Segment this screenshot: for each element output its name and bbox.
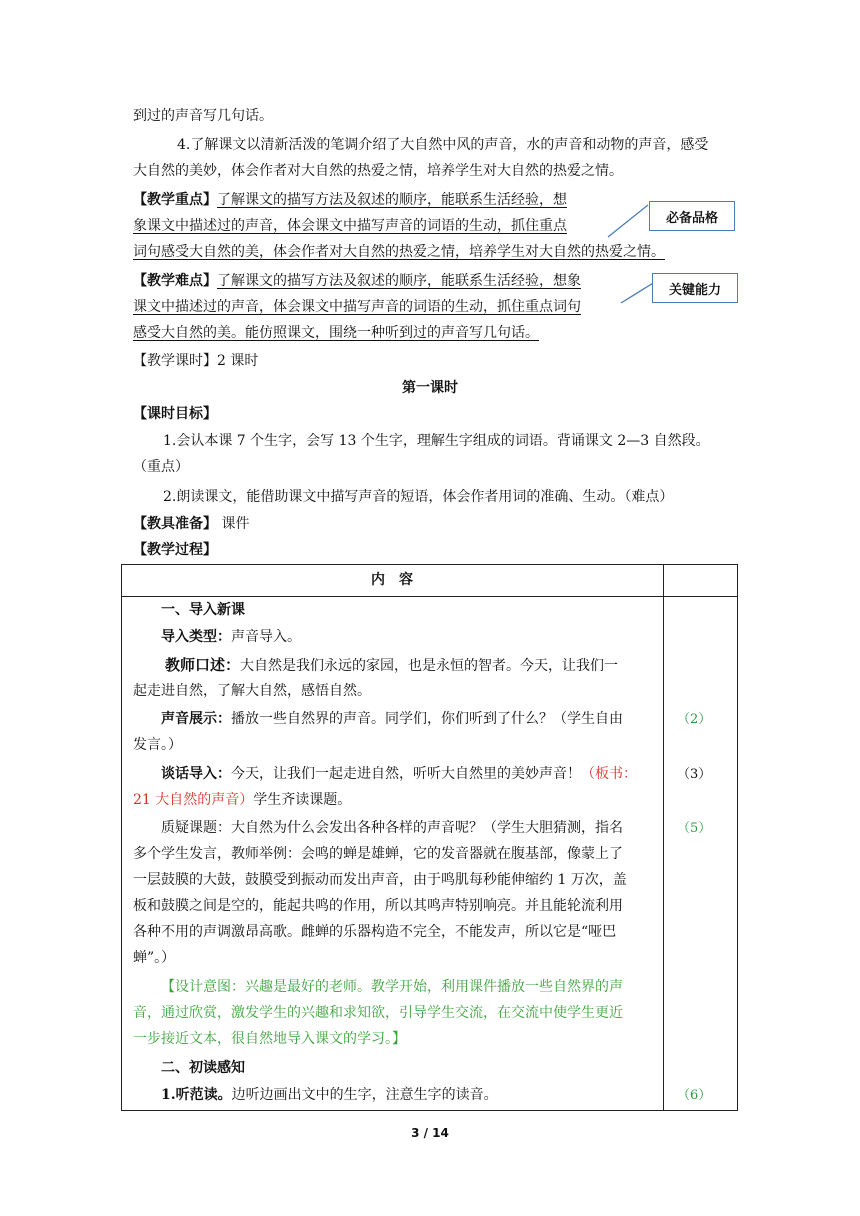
design-intent-line1: 【设计意图：兴趣是最好的老师。教学开始，利用课件播放一些自然界的声 [161, 979, 623, 995]
table-header: 内 容 [371, 572, 413, 588]
ability-callout: 关键能力 [652, 273, 738, 303]
talk-intro-cont [133, 790, 351, 810]
intro-type-label: 导入类型： [161, 629, 231, 645]
talk-intro-label: 谈话导入： [161, 766, 231, 782]
talk-intro-cont-text: 学生齐读课题。 [253, 792, 352, 808]
listen-reading [161, 1085, 498, 1105]
difficulty-line2: 课文中描述过的声音，体会课文中描写声音的词语的生动，抓住重点词句 [133, 299, 581, 315]
objective-item-4-cont: 大自然的美妙，体会作者对大自然的热爱之情，培养学生对大自然的热爱之情。 [133, 163, 623, 179]
table-column-divider [663, 564, 664, 1111]
class-hours: 【教学课时】2 课时 [133, 353, 259, 369]
difficulty-text: 了解课文的描写方法及叙述的顺序，能联系生活经验，想象 [217, 273, 581, 289]
teacher-narration [165, 655, 618, 676]
objective-2: 2.朗读课文，能借助课文中描写声音的短语，体会作者用词的准确、生动。（难点） [163, 489, 674, 505]
intro-type [161, 627, 301, 647]
equipment-label: 【教具准备】 [133, 516, 217, 532]
question-line3: 一层鼓膜的大鼓，鼓膜受到振动而发出声音，由于鸣肌每秒能伸缩约 1 万次，盖 [133, 872, 627, 888]
note-2: （2） [677, 712, 712, 727]
key-point-line2: 象课文中描述过的声音，体会课文中描写声音的词语的生动，抓住重点 [133, 218, 567, 234]
equipment-line [133, 514, 249, 534]
teacher-narration-label: 教师口述： [165, 656, 241, 674]
lesson-title: 第一课时 [402, 380, 458, 396]
difficulty-line3: 感受大自然的美。能仿照课文，围绕一种听到过的声音写几句话。 [133, 325, 539, 341]
question-line6: 蝉”。） [133, 950, 176, 966]
intro-type-value: 声音导入。 [231, 629, 301, 645]
equipment-value: 课件 [217, 516, 250, 532]
objective-1-cont: （重点） [133, 459, 189, 475]
sound-demo-label: 声音展示： [161, 711, 231, 727]
section-1-title: 一、导入新课 [161, 602, 245, 618]
process-label: 【教学过程】 [133, 542, 217, 558]
objective-item-4: 4.了解课文以清新活泼的笔调介绍了大自然中风的声音，水的声音和动物的声音，感受 [177, 137, 709, 153]
key-point-label: 【教学重点】 [133, 192, 217, 208]
sound-demo-cont: 发言。） [133, 737, 182, 753]
talk-intro [161, 764, 637, 784]
page-number: 3 / 14 [411, 1126, 449, 1140]
design-intent-line3: 一步接近文本，很自然地导入课文的学习。】 [133, 1031, 406, 1047]
sound-demo-text: 播放一些自然界的声音。同学们，你们听到了什么？（学生自由 [231, 711, 623, 727]
note-3: （3） [677, 767, 712, 782]
section-2-title: 二、初读感知 [161, 1060, 245, 1076]
note-6: （6） [677, 1088, 712, 1103]
listen-reading-text: 边听边画出文中的生字，注意生字的读音。 [231, 1087, 498, 1103]
design-intent-line2: 音，通过欣赏，激发学生的兴趣和求知欲，引导学生交流，在交流中使学生更近 [133, 1005, 623, 1021]
key-point-text: 了解课文的描写方法及叙述的顺序，能联系生活经验，想 [217, 192, 567, 208]
board-note-title: 21 大自然的声音） [133, 792, 254, 808]
question-line4: 板和鼓膜之间是空的，能起共鸣的作用，所以其鸣声特别响亮。并且能轮流利用 [133, 898, 623, 914]
objectives-label: 【课时目标】 [133, 406, 217, 422]
key-point-line3: 词句感受大自然的美，体会作者对大自然的热爱之情，培养学生对大自然的热爱之情。 [133, 244, 665, 260]
question-line2: 多个学生发言，教师举例：会鸣的蝉是雄蝉，它的发音器就在腹基部，像蒙上了 [133, 846, 623, 862]
objective-1: 1.会认本课 7 个生字，会写 13 个生字，理解生字组成的词语。背诵课文 2—3 自然段。 [163, 433, 710, 449]
note-5: （5） [677, 821, 712, 836]
teacher-narration-cont: 起走进自然，了解大自然，感悟自然。 [133, 683, 371, 699]
table-header-divider [121, 596, 738, 597]
difficulty-label: 【教学难点】 [133, 273, 217, 289]
listen-reading-label: 1.听范读。 [161, 1087, 232, 1103]
intro-line: 到过的声音写几句话。 [133, 108, 273, 124]
teacher-narration-text: 大自然是我们永远的家园，也是永恒的智者。今天，让我们一 [240, 658, 619, 674]
character-callout: 必备品格 [649, 201, 735, 231]
talk-intro-text: 今天，让我们一起走进自然，听听大自然里的美妙声音！ [231, 766, 581, 782]
board-note: （板书： [581, 766, 637, 782]
question-line1: 质疑课题：大自然为什么会发出各种各样的声音呢？（学生大胆猜测，指名 [161, 820, 623, 836]
question-line5: 各种不用的声调激昂高歌。雌蝉的乐器构造不完全，不能发声，所以它是“哑巴 [133, 924, 617, 940]
sound-demo [161, 709, 623, 729]
